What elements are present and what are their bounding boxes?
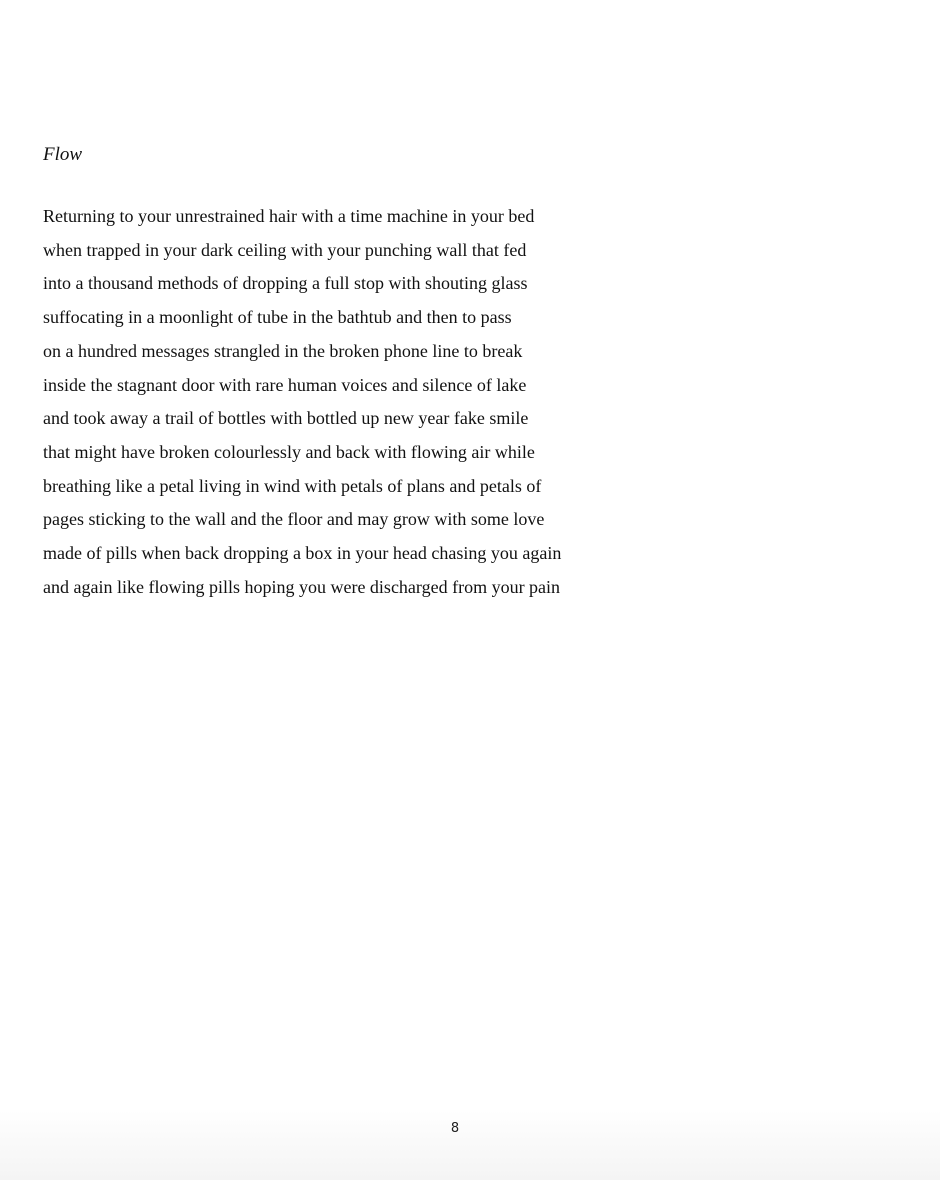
poem-line: that might have broken colourlessly and back with flowing air while [43, 441, 535, 462]
poem-line: inside the stagnant door with rare human voices and silence of lake [43, 374, 527, 395]
poem-line: and again like flowing pills hoping you were discharged from your pain [43, 576, 561, 597]
poem-line: Returning to your unrestrained hair with a time machine in your bed [43, 206, 535, 226]
poem-line: suffocating in a moonlight of tube in the bathtub and then to pass [43, 307, 512, 328]
poem-line: into a thousand methods of dropping a full stop with shouting glass [43, 273, 528, 294]
poem-line: on a hundred messages strangled in the broken phone line to break [43, 340, 523, 361]
poem-line: and took away a trail of bottles with bottled up new year fake smile [43, 408, 529, 429]
poem-body [43, 200, 643, 604]
poem-title: Flow [43, 144, 83, 165]
poem-line: made of pills when back dropping a box in your head chasing you again [43, 543, 562, 564]
poem-line: pages sticking to the wall and the floor and may grow with some love [43, 509, 545, 530]
page-number: 8 [450, 1121, 460, 1136]
poem-line: when trapped in your dark ceiling with your punching wall that fed [43, 239, 527, 260]
poem-line: breathing like a petal living in wind with petals of plans and petals of [43, 475, 542, 496]
